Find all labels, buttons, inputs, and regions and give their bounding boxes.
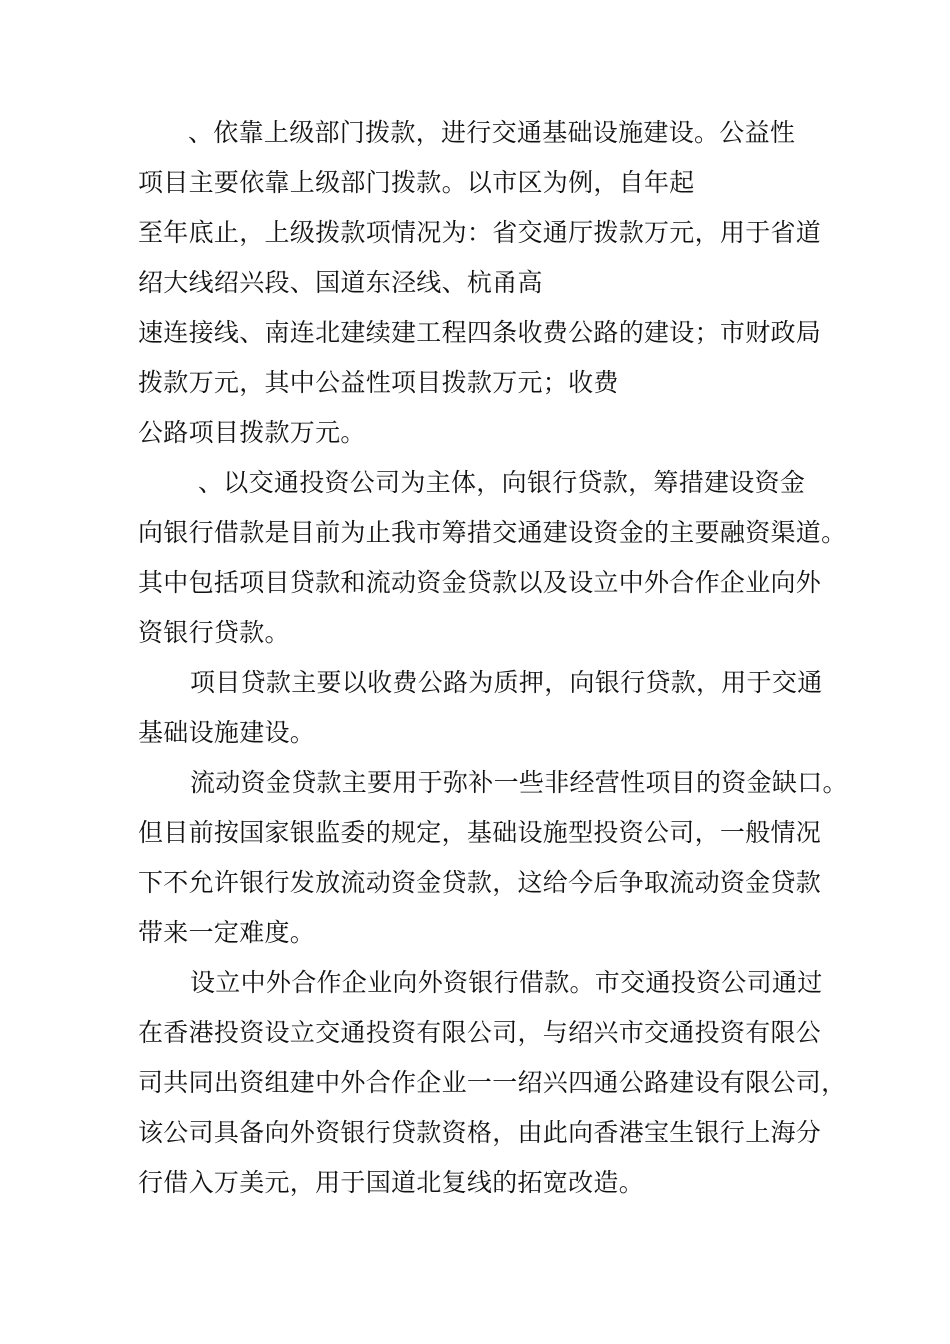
paragraph-4-line-1: 流动资金贷款主要用于弥补一些非经营性项目的资金缺口。	[190, 768, 848, 797]
paragraph-2-line-3: 其中包括项目贷款和流动资金贷款以及设立中外合作企业向外	[138, 568, 822, 597]
paragraph-5-line-5: 行借入万美元，用于国道北复线的拓宽改造。	[138, 1168, 645, 1197]
paragraph-4-line-2: 但目前按国家银监委的规定，基础设施型投资公司，一般情况	[138, 818, 822, 847]
paragraph-5-line-3: 司共同出资组建中外合作企业一一绍兴四通公路建设有限公司，	[138, 1068, 847, 1097]
paragraph-5-line-1: 设立中外合作企业向外资银行借款。市交通投资公司通过	[190, 968, 823, 997]
paragraph-5-line-4: 该公司具备向外资银行贷款资格，由此向香港宝生银行上海分	[138, 1118, 822, 1147]
paragraph-4-line-4: 带来一定难度。	[138, 918, 316, 947]
paragraph-1-line-4: 绍大线绍兴段、国道东泾线、杭甬高	[138, 268, 543, 297]
paragraph-1-line-1: 、依靠上级部门拨款，进行交通基础设施建设。公益性	[188, 118, 796, 147]
paragraph-2-line-4: 资银行贷款。	[138, 618, 290, 647]
paragraph-3-line-2: 基础设施建设。	[138, 718, 316, 747]
paragraph-1-line-2: 项目主要依靠上级部门拨款。以市区为例，自年起	[138, 168, 695, 197]
paragraph-5-line-2: 在香港投资设立交通投资有限公司，与绍兴市交通投资有限公	[138, 1018, 822, 1047]
paragraph-1-line-7: 公路项目拨款万元。	[138, 418, 366, 447]
paragraph-4-line-3: 下不允许银行发放流动资金贷款，这给今后争取流动资金贷款	[138, 868, 822, 897]
paragraph-1-line-5: 速连接线、南连北建续建工程四条收费公路的建设；市财政局	[138, 318, 822, 347]
paragraph-1-line-6: 拨款万元，其中公益性项目拨款万元；收费	[138, 368, 619, 397]
paragraph-1-line-3: 至年底止，上级拨款项情况为：省交通厅拨款万元，用于省道	[138, 218, 822, 247]
paragraph-2-line-2: 向银行借款是目前为止我市筹措交通建设资金的主要融资渠道。	[138, 518, 847, 547]
paragraph-2-line-1: 、以交通投资公司为主体，向银行贷款，筹措建设资金	[198, 468, 806, 497]
paragraph-3-line-1: 项目贷款主要以收费公路为质押，向银行贷款，用于交通	[190, 668, 823, 697]
